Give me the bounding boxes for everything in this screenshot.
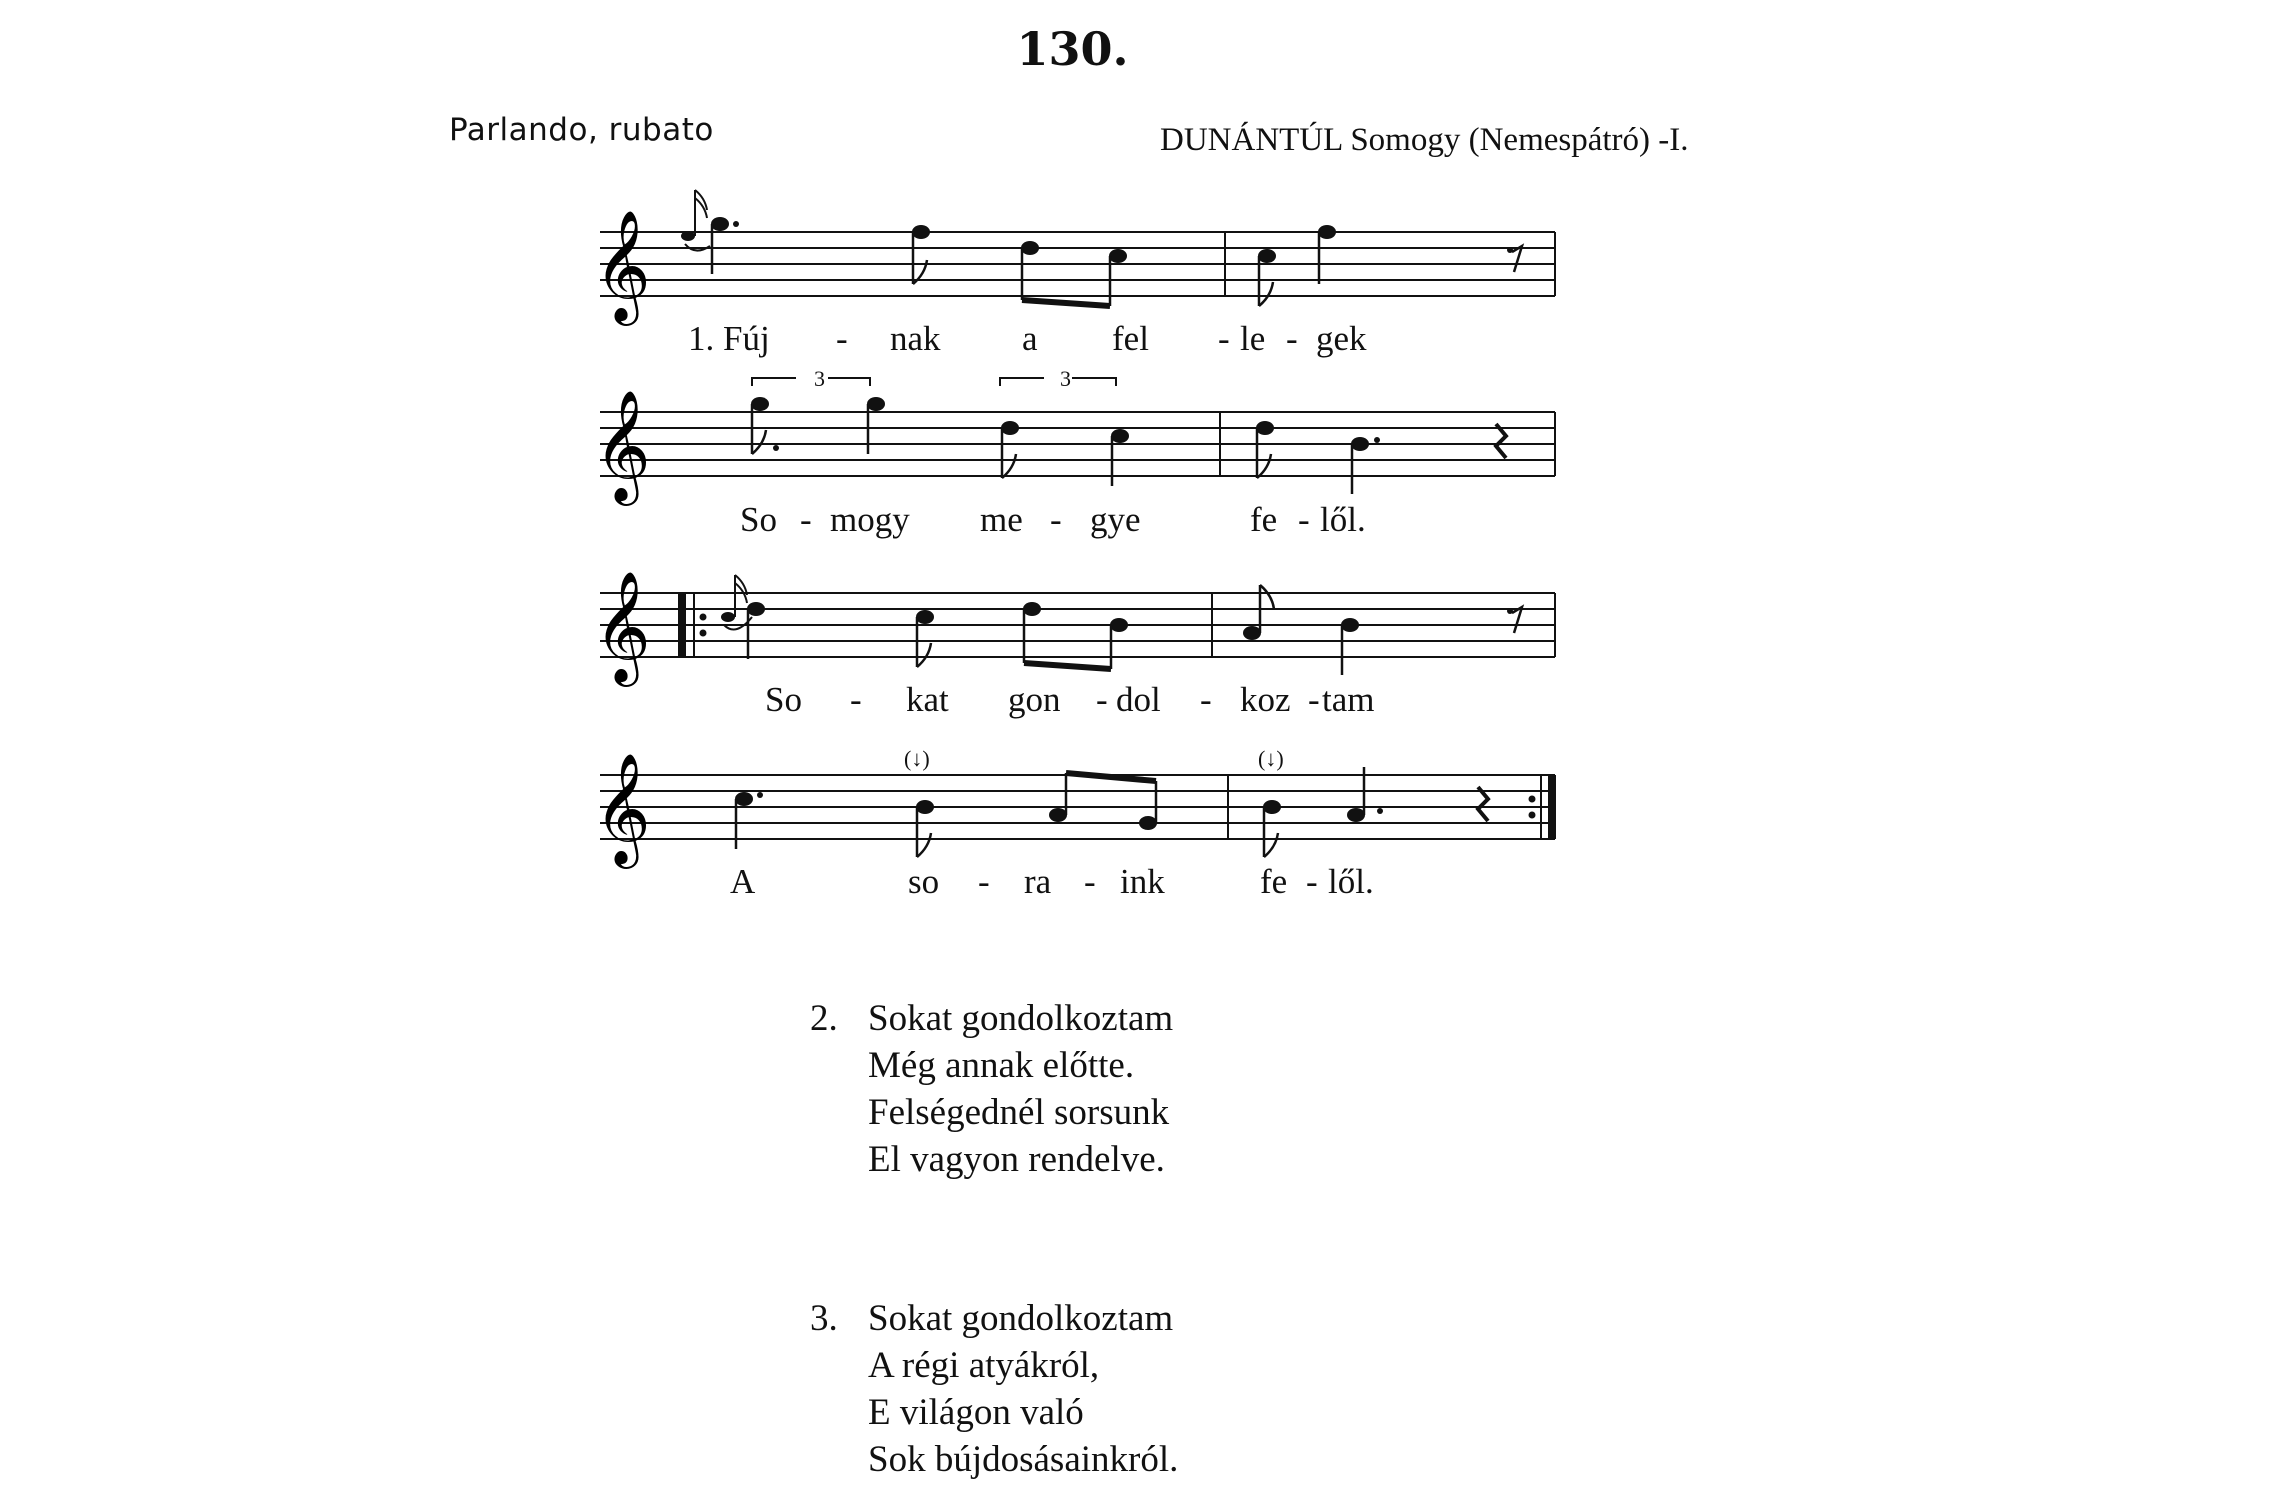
verse-line: El vagyon rendelve. bbox=[868, 1139, 1165, 1180]
lyric-hyphen: - bbox=[1050, 500, 1062, 539]
lyric-syllable: nak bbox=[890, 319, 941, 358]
lyrics-staff-3 bbox=[765, 680, 1374, 719]
lyric-syllable: kat bbox=[906, 680, 949, 719]
staff-4 bbox=[594, 752, 1556, 869]
lyric-syllable: dol bbox=[1116, 680, 1161, 719]
treble-clef-icon: 𝄞 bbox=[594, 389, 651, 501]
lyrics-staff-2 bbox=[740, 500, 1366, 539]
lyric-hyphen: - bbox=[1084, 862, 1096, 901]
lyric-syllable: koz bbox=[1240, 680, 1291, 719]
treble-clef-icon: 𝄞 bbox=[594, 209, 651, 321]
verse-line: Sok bújdosásainkról. bbox=[868, 1439, 1179, 1480]
lyrics-staff-4 bbox=[730, 862, 1374, 901]
lyric-syllable: lől. bbox=[1320, 500, 1366, 539]
verse-line: Sokat gondolkoztam bbox=[868, 998, 1174, 1039]
tuplet-number: 3 bbox=[1060, 366, 1071, 391]
verse-line: A régi atyákról, bbox=[868, 1345, 1100, 1386]
lyric-syllable: mogy bbox=[830, 500, 910, 539]
lyric-syllable: gek bbox=[1316, 319, 1367, 358]
lyric-hyphen: - bbox=[1096, 680, 1108, 719]
staff-1 bbox=[594, 190, 1555, 326]
lyric-syllable: 1. Fúj bbox=[688, 319, 770, 358]
verse-number: 2. bbox=[810, 998, 838, 1039]
lyrics-staff-1 bbox=[688, 319, 1367, 358]
treble-clef-icon: 𝄞 bbox=[594, 570, 651, 682]
lyric-hyphen: - bbox=[1200, 680, 1212, 719]
lyric-syllable: A bbox=[730, 862, 756, 901]
lyric-syllable: ra bbox=[1024, 862, 1052, 901]
song-number: 130. bbox=[1016, 22, 1129, 76]
lyric-syllable: ink bbox=[1120, 862, 1165, 901]
verse-number: 3. bbox=[810, 1298, 838, 1339]
lyric-hyphen: - bbox=[1286, 319, 1298, 358]
lyric-hyphen: - bbox=[978, 862, 990, 901]
lyric-syllable: fe bbox=[1260, 862, 1288, 901]
lyric-syllable: so bbox=[908, 862, 940, 901]
arrow-down-mark: (↓) bbox=[1258, 746, 1284, 771]
lyric-hyphen: - bbox=[850, 680, 862, 719]
marks-staff-4 bbox=[904, 746, 1284, 771]
tuplet-number: 3 bbox=[814, 366, 825, 391]
lyric-syllable: So bbox=[765, 680, 802, 719]
repeat-end-bar bbox=[1548, 775, 1556, 839]
treble-clef-icon: 𝄞 bbox=[594, 752, 651, 864]
verse-line: Még annak előtte. bbox=[868, 1045, 1135, 1086]
origin-label: DUNÁNTÚL Somogy (Nemespátró) -I. bbox=[1160, 122, 1689, 158]
lyric-syllable: me bbox=[980, 500, 1023, 539]
lyric-syllable: le bbox=[1240, 319, 1266, 358]
lyric-syllable: gye bbox=[1090, 500, 1141, 539]
repeat-start-bar bbox=[678, 593, 686, 657]
lyric-hyphen: - bbox=[800, 500, 812, 539]
arrow-down-mark: (↓) bbox=[904, 746, 930, 771]
lyric-syllable: lől. bbox=[1328, 862, 1374, 901]
verse-line: Sokat gondolkoztam bbox=[868, 1298, 1174, 1339]
lyric-syllable: gon bbox=[1008, 680, 1061, 719]
lyric-hyphen: - bbox=[1308, 680, 1320, 719]
lyric-syllable: tam bbox=[1322, 680, 1375, 719]
tempo-marking: Parlando, rubato bbox=[449, 112, 714, 148]
lyric-syllable: fe bbox=[1250, 500, 1278, 539]
staff-2 bbox=[594, 378, 1555, 506]
lyric-hyphen: - bbox=[1298, 500, 1310, 539]
lyric-syllable: fel bbox=[1112, 319, 1149, 358]
lyric-hyphen: - bbox=[836, 319, 848, 358]
lyric-syllable: So bbox=[740, 500, 777, 539]
lyric-hyphen: - bbox=[1306, 862, 1318, 901]
verse-line: E világon való bbox=[868, 1392, 1084, 1433]
staff-3 bbox=[594, 570, 1555, 687]
lyric-hyphen: - bbox=[1218, 319, 1230, 358]
verse-line: Felségednél sorsunk bbox=[868, 1092, 1170, 1133]
lyric-syllable: a bbox=[1022, 319, 1038, 358]
